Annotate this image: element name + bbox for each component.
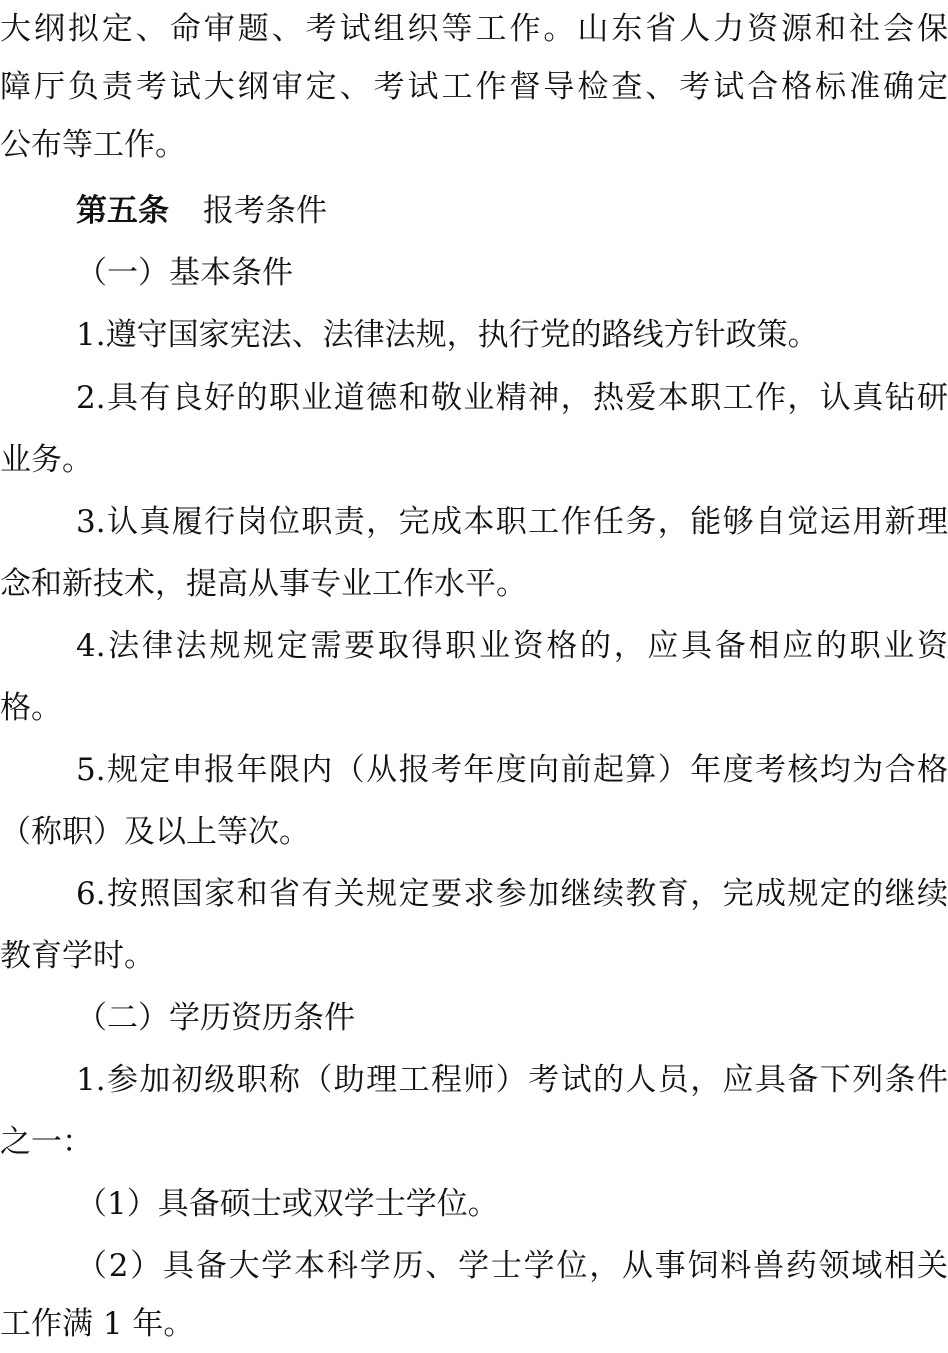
paragraph-line: 5.规定申报年限内（从报考年度向前起算）年度考核均为合格 bbox=[76, 752, 948, 788]
section-heading: （二）学历资历条件 bbox=[76, 1000, 355, 1036]
paragraph-line: 业务。 bbox=[0, 442, 93, 478]
paragraph-line: 1.遵守国家宪法、法律法规，执行党的路线方针政策。 bbox=[76, 317, 819, 353]
paragraph-line: 3.认真履行岗位职责，完成本职工作任务，能够自觉运用新理 bbox=[76, 504, 948, 540]
paragraph-line: 念和新技术，提高从事专业工作水平。 bbox=[0, 566, 527, 602]
paragraph-line: （称职）及以上等次。 bbox=[0, 814, 310, 850]
paragraph-line: 1.参加初级职称（助理工程师）考试的人员，应具备下列条件 bbox=[76, 1062, 948, 1098]
paragraph-line: 6.按照国家和省有关规定要求参加继续教育，完成规定的继续 bbox=[76, 876, 948, 912]
article-title: 报考条件 bbox=[203, 193, 327, 229]
paragraph-line: 格。 bbox=[0, 690, 62, 726]
section-heading: （一）基本条件 bbox=[76, 255, 293, 291]
paragraph-line: 4.法律法规规定需要取得职业资格的，应具备相应的职业资 bbox=[76, 628, 948, 664]
paragraph-line: 工作满 1 年。 bbox=[0, 1306, 195, 1342]
paragraph-line: 教育学时。 bbox=[0, 938, 155, 974]
paragraph-line: 2.具有良好的职业道德和敬业精神，热爱本职工作，认真钻研 bbox=[76, 380, 948, 416]
article-heading bbox=[0, 182, 948, 240]
paragraph-line: 公布等工作。 bbox=[0, 127, 186, 163]
list-item: （2）具备大学本科学历、学士学位，从事饲料兽药领域相关 bbox=[76, 1248, 948, 1284]
paragraph-line: 大纲拟定、命审题、考试组织等工作。山东省人力资源和社会保 bbox=[0, 11, 948, 47]
article-number: 第五条 bbox=[76, 193, 169, 229]
paragraph-line: 之一： bbox=[0, 1124, 93, 1160]
list-item: （1）具备硕士或双学士学位。 bbox=[76, 1186, 499, 1222]
paragraph-line: 障厅负责考试大纲审定、考试工作督导检查、考试合格标准确定 bbox=[0, 69, 948, 105]
